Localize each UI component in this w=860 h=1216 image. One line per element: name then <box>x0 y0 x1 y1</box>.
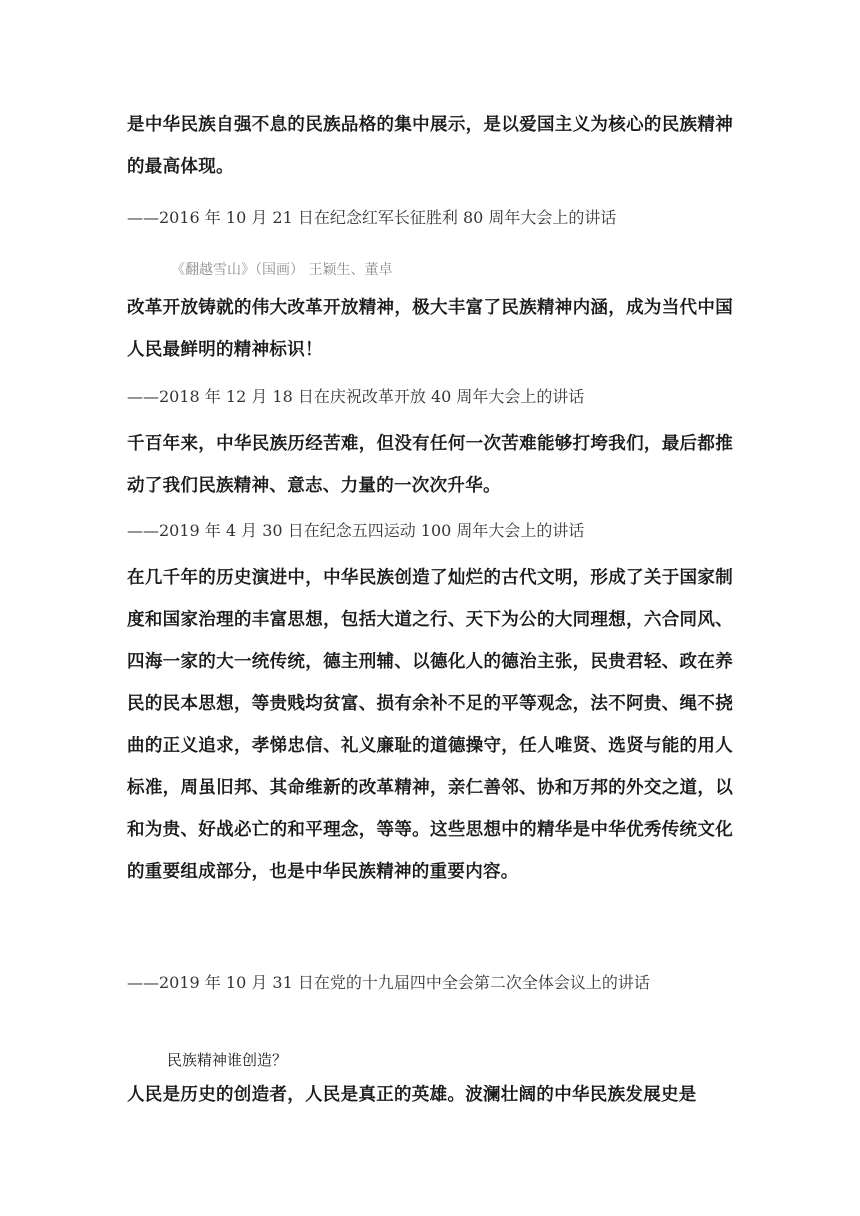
quote-source-2: ——2018 年 12 月 18 日在庆祝改革开放 40 周年大会上的讲话 <box>127 387 585 406</box>
body-paragraph-5: 人民是历史的创造者，人民是真正的英雄。波澜壮阔的中华民族发展史是 <box>127 1085 697 1105</box>
quote-source-1: ——2016 年 10 月 21 日在纪念红军长征胜利 80 周年大会上的讲话 <box>127 208 617 227</box>
quote-source-3: ——2019 年 4 月 30 日在纪念五四运动 100 周年大会上的讲话 <box>127 521 585 540</box>
quote-paragraph-4: 在几千年的历史演进中，中华民族创造了灿烂的古代文明，形成了关于国家制度和国家治理的丰富思想，包括大道之行、天下为公的大同理想，六合同风、四海一家的大一统传统，德主刑辅、以德化人的德治主张，民贵君轻、政在养民的民本思想，等贵贱均贫富、损有余补不足的平等观念，法不阿贵、绳不挠曲的正义追求，孝悌忠信、礼义廉耻的道德操守，任人唯贤、选贤与能的用人标准，周虽旧邦、其命维新的改革精神，亲仁善邻、协和万邦的外交之道，以和为贵、好战必亡的和平理念，等等。这些思想中的精华是中华优秀传统文化的重要组成部分，也是中华民族精神的重要内容。 <box>127 568 733 882</box>
quote-source-4: ——2019 年 10 月 31 日在党的十九届四中全会第二次全体会议上的讲话 <box>127 973 650 992</box>
section-heading: 民族精神谁创造？ <box>167 1051 288 1069</box>
quote-paragraph-2: 改革开放铸就的伟大改革开放精神，极大丰富了民族精神内涵，成为当代中国人民最鲜明的精神标识！ <box>127 298 733 360</box>
image-caption: 《翻越雪山》（国画） 王颖生、董卓 <box>171 262 393 278</box>
quote-paragraph-1: 是中华民族自强不息的民族品格的集中展示，是以爱国主义为核心的民族精神的最高体现。 <box>127 115 733 177</box>
quote-paragraph-3: 千百年来，中华民族历经苦难，但没有任何一次苦难能够打垮我们，最后都推动了我们民族精神、意志、力量的一次次升华。 <box>127 434 733 496</box>
